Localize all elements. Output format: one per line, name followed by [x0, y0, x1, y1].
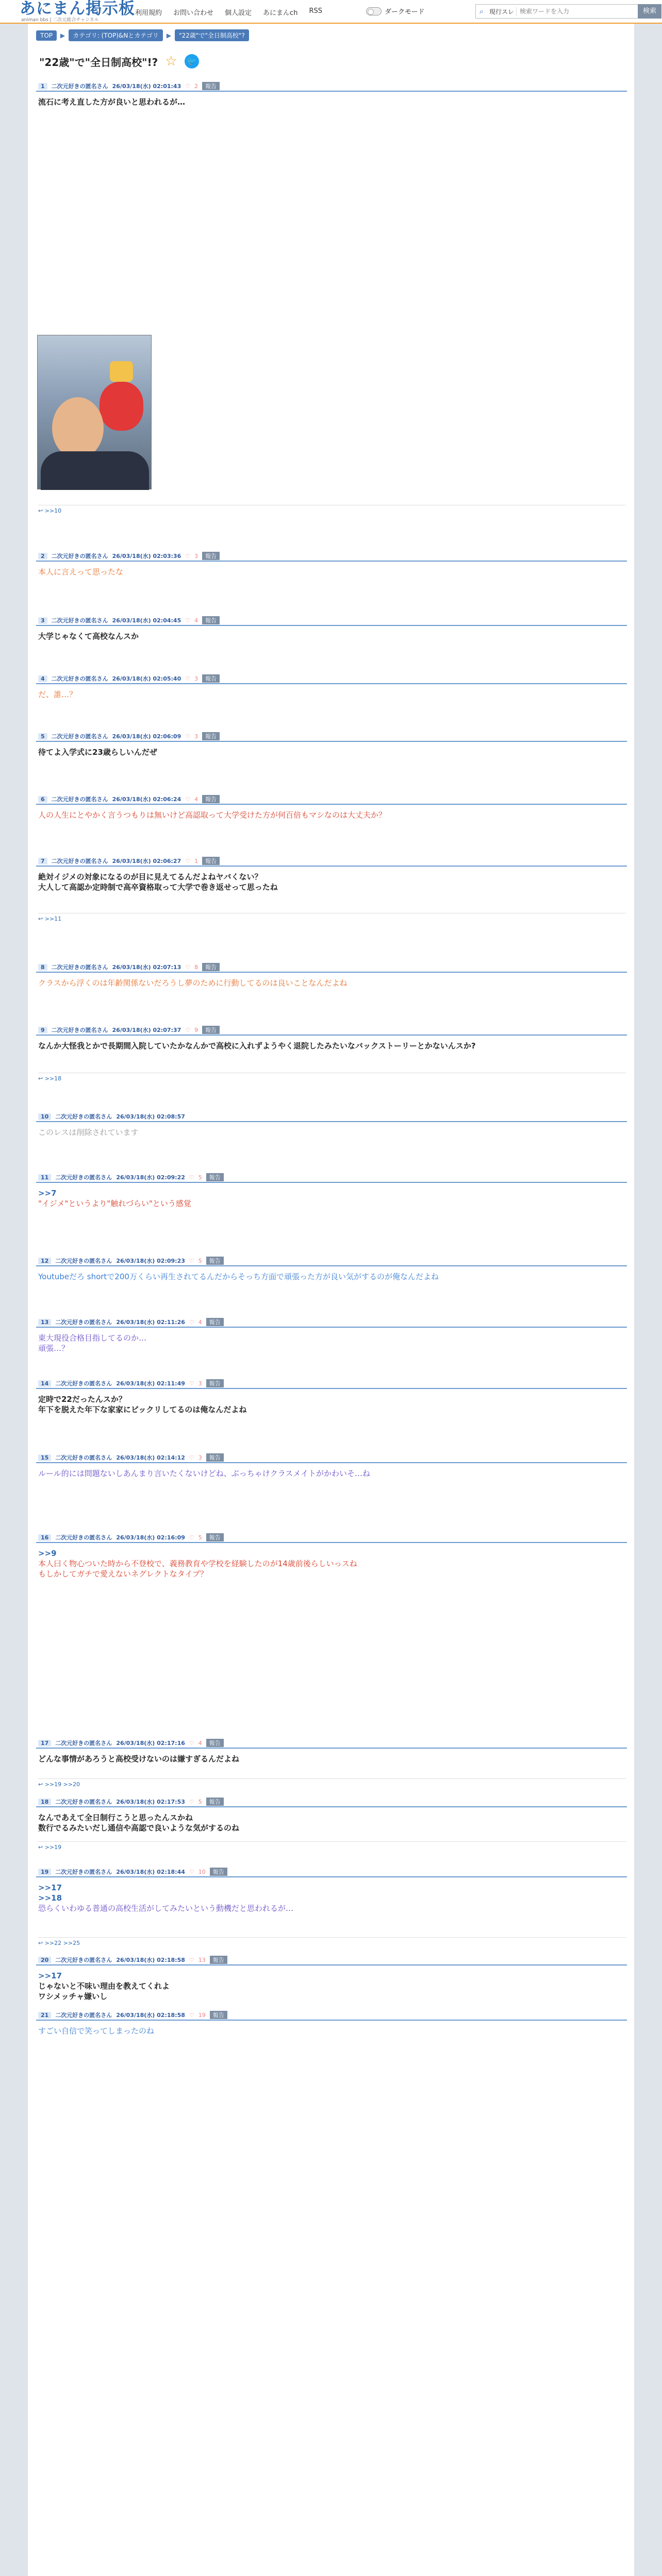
heart-icon[interactable]: ♡ [185, 552, 191, 560]
reply-links[interactable]: ↩ >>10 [38, 505, 626, 514]
poster-name: 二次元好きの匿名さん [55, 1319, 112, 1326]
post-body [36, 1036, 627, 1051]
post-date: 26/03/18(水) 02:18:58 [116, 2012, 185, 2019]
heart-icon[interactable]: ♡ [189, 1798, 194, 1805]
report-button[interactable]: 報告 [210, 2011, 227, 2019]
post-body [36, 562, 627, 577]
nav-terms[interactable]: 利用規約 [135, 9, 162, 17]
post-date: 26/03/18(水) 02:07:37 [112, 1027, 181, 1033]
reply-links[interactable]: ↩ >>18 [38, 1073, 626, 1082]
like-count: 3 [194, 552, 198, 560]
report-button[interactable]: 報告 [206, 1257, 224, 1265]
post [36, 1317, 627, 1353]
nav-settings[interactable]: 個人設定 [225, 9, 252, 17]
post-number[interactable]: 2 [38, 553, 47, 560]
twitter-share-icon[interactable]: 🐦 [185, 54, 199, 69]
report-button[interactable]: 報告 [202, 963, 220, 971]
like-count: 3 [198, 1454, 202, 1461]
post-header [36, 1738, 627, 1749]
search-scope-select[interactable]: 現行スレ [487, 7, 517, 16]
post-number[interactable]: 6 [38, 796, 47, 803]
post-header [36, 1533, 627, 1543]
heart-icon[interactable]: ♡ [189, 2011, 194, 2019]
post [36, 81, 627, 514]
heart-icon[interactable]: ♡ [185, 963, 191, 971]
post [36, 1738, 627, 1788]
poster-name: 二次元好きの匿名さん [51, 858, 108, 865]
post-text: 東大現役合格目指してるのか… 頑張…？ [38, 1333, 147, 1353]
post-body [36, 684, 627, 700]
post-number[interactable]: 21 [38, 2012, 51, 2019]
post [36, 1453, 627, 1479]
post-body [36, 1122, 627, 1138]
heart-icon[interactable]: ♡ [185, 82, 191, 90]
post-image[interactable] [37, 335, 152, 489]
poster-name: 二次元好きの匿名さん [55, 1957, 112, 1963]
post-text: なんであえて全日制行こうと思ったんスかね 数行でるみたいだし通信や高認で良いような気がするのね [38, 1813, 240, 1833]
reply-anchor[interactable]: >>17 [38, 1971, 62, 1980]
poster-name: 二次元好きの匿名さん [55, 1380, 112, 1387]
thread-title: "22歳"で"全日制高校"!? [39, 56, 158, 69]
post-text: 待てよ入学式に23歳らしいんだぜ [38, 748, 157, 757]
post-body [36, 2021, 627, 2036]
like-count: 5 [198, 1174, 202, 1181]
favorite-star-icon[interactable]: ☆ [165, 54, 177, 69]
post-text: だ、誰…？ [38, 690, 77, 699]
post-text: 人の人生にとやかく言うつもりは無いけど高認取って大学受けた方が何百倍もマシなのは大丈夫か？ [38, 810, 387, 820]
heart-icon[interactable]: ♡ [189, 1174, 194, 1181]
post [36, 1867, 627, 1946]
post-number[interactable]: 8 [38, 964, 47, 971]
site-logo[interactable] [20, 1, 135, 23]
like-count: 4 [198, 1739, 202, 1747]
post-header [36, 962, 627, 973]
post-body [36, 1183, 627, 1209]
poster-name: 二次元好きの匿名さん [51, 83, 108, 90]
like-count: 5 [198, 1534, 202, 1541]
post-number[interactable]: 19 [38, 1869, 51, 1875]
post-date: 26/03/18(水) 02:06:09 [112, 733, 181, 740]
report-button[interactable]: 報告 [202, 1026, 220, 1034]
post-header [36, 1025, 627, 1036]
poster-name: 二次元好きの匿名さん [55, 2012, 112, 2019]
poster-name: 二次元好きの匿名さん [51, 675, 108, 682]
heart-icon[interactable]: ♡ [185, 1026, 191, 1033]
report-button[interactable]: 報告 [202, 857, 220, 865]
like-count: 3 [194, 733, 198, 740]
post [36, 856, 627, 922]
post [36, 1797, 627, 1851]
post-body [36, 1877, 627, 1913]
post-body [36, 1463, 627, 1479]
post-header [36, 732, 627, 742]
post-date: 26/03/18(水) 02:07:13 [112, 964, 181, 971]
post-text: ルール的には問題ないしあんまり言いたくないけどね、ぶっちゃけクラスメイトがかわいそ…ね [38, 1469, 370, 1478]
dark-mode-label: ダークモード [385, 8, 425, 16]
post-text: Youtubeだろ shortで200万くらい再生されてるんだからそっち方面で頑張った方が良い気がするのが俺なんだよね [38, 1272, 439, 1281]
post-number[interactable]: 12 [38, 1258, 51, 1264]
post-body [36, 1749, 627, 1764]
nav-contact[interactable]: お問い合わせ [173, 9, 214, 17]
breadcrumb-top[interactable]: TOP [36, 30, 57, 41]
like-count: 13 [198, 1956, 206, 1963]
post [36, 551, 627, 577]
post [36, 616, 627, 641]
post-date: 26/03/18(水) 02:08:57 [116, 1113, 185, 1120]
post-text: どんな事情があろうと高校受けないのは嫌すぎるんだよね [38, 1754, 240, 1764]
heart-icon[interactable]: ♡ [185, 617, 191, 624]
poster-name: 二次元好きの匿名さん [51, 964, 108, 971]
like-count: 10 [198, 1868, 206, 1875]
poster-name: 二次元好きの匿名さん [51, 733, 108, 740]
post-header [36, 1317, 627, 1328]
post-number[interactable]: 14 [38, 1380, 51, 1387]
post-text: じゃないと不味い理由を教えてくれよ ワシメッチャ嫌いし [38, 1981, 170, 2001]
poster-name: 二次元好きの匿名さん [55, 1740, 112, 1747]
reply-links[interactable]: ↩ >>11 [38, 913, 626, 922]
post-header [36, 1256, 627, 1266]
poster-name: 二次元好きの匿名さん [55, 1869, 112, 1875]
post-date: 26/03/18(水) 02:11:49 [116, 1380, 185, 1387]
post-text: 本人に言えって思ったな [38, 567, 124, 577]
heart-icon[interactable]: ♡ [189, 1257, 194, 1264]
logo-text: あにまん掲示板 [20, 0, 135, 18]
breadcrumb-separator-icon: ▶ [166, 31, 172, 39]
search-box [475, 4, 656, 19]
post-body [36, 626, 627, 641]
post-body [36, 867, 627, 892]
poster-name: 二次元好きの匿名さん [51, 617, 108, 624]
post-number[interactable]: 11 [38, 1174, 51, 1181]
post-number[interactable]: 10 [38, 1113, 51, 1120]
like-count: 19 [198, 2011, 206, 2019]
post [36, 962, 627, 988]
top-nav [135, 7, 322, 17]
like-count: 5 [198, 1257, 202, 1264]
heart-icon[interactable]: ♡ [189, 1956, 194, 1963]
report-button[interactable]: 報告 [202, 674, 220, 683]
post-header [36, 1379, 627, 1389]
post [36, 1025, 627, 1082]
poster-name: 二次元好きの匿名さん [55, 1174, 112, 1181]
post-date: 26/03/18(水) 02:06:24 [112, 796, 181, 803]
post [36, 732, 627, 757]
post-number[interactable]: 7 [38, 858, 47, 865]
post-header [36, 856, 627, 867]
search-button[interactable]: 検索 [638, 4, 661, 19]
breadcrumb [36, 29, 249, 41]
post-body [36, 1807, 627, 1833]
post-header [36, 674, 627, 684]
poster-name: 二次元好きの匿名さん [55, 1258, 112, 1264]
post-header [36, 1453, 627, 1463]
search-input[interactable] [517, 8, 594, 15]
post-header [36, 81, 627, 92]
report-button[interactable]: 報告 [202, 795, 220, 803]
report-button[interactable]: 報告 [202, 616, 220, 624]
post-header [36, 551, 627, 562]
poster-name: 二次元好きの匿名さん [55, 1113, 112, 1120]
post-date: 26/03/18(水) 02:01:43 [112, 83, 181, 90]
like-count: 8 [194, 963, 198, 971]
post [36, 1379, 627, 1415]
heart-icon[interactable]: ♡ [189, 1739, 194, 1747]
post-number[interactable]: 20 [38, 1957, 51, 1963]
post-text: 本人曰く物心ついた時から不登校で、義務教育や学校を経験したのが14歳前後らしいっスね もしかしてガチで愛えないネグレクトなタイプ？ [38, 1559, 357, 1579]
post-text: 恐らくいわゆる普通の高校生活がしてみたいという動機だと思われるが… [38, 1904, 294, 1913]
poster-name: 二次元好きの匿名さん [51, 553, 108, 560]
nav-rss[interactable]: RSS [309, 7, 322, 15]
poster-name: 二次元好きの匿名さん [55, 1534, 112, 1541]
post-date: 26/03/18(水) 02:17:53 [116, 1799, 185, 1805]
post-body [36, 1965, 627, 2002]
reply-links[interactable]: ↩ >>19 >>20 [38, 1778, 626, 1788]
post-body [36, 973, 627, 988]
post-date: 26/03/18(水) 02:09:22 [116, 1174, 185, 1181]
heart-icon[interactable]: ♡ [185, 857, 191, 865]
post-text: なんか大怪我とかで長期間入院していたかなんかで高校に入れずようやく退院したみたいなバックストーリーとかないんスか? [38, 1041, 476, 1050]
thread-title-row [39, 54, 199, 69]
post-number[interactable]: 3 [38, 617, 47, 624]
post-body [36, 1389, 627, 1415]
report-button[interactable]: 報告 [206, 1798, 224, 1806]
post-text: "イジメ"というより"触れづらい"という感覚 [38, 1199, 191, 1208]
reply-links[interactable]: ↩ >>19 [38, 1841, 626, 1851]
heart-icon[interactable]: ♡ [185, 795, 191, 803]
post-header [36, 2010, 627, 2021]
post-header [36, 1867, 627, 1877]
post-body [36, 92, 627, 107]
post-number[interactable]: 5 [38, 733, 47, 740]
report-button[interactable]: 報告 [210, 1956, 227, 1964]
poster-name: 二次元好きの匿名さん [51, 1027, 108, 1033]
report-button[interactable]: 報告 [202, 732, 220, 740]
post-date: 26/03/18(水) 02:16:09 [116, 1534, 185, 1541]
post-number[interactable]: 9 [38, 1027, 47, 1033]
post-text: 絶対イジメの対象になるのが目に見えてるんだよねヤバくない？ 大人して高認か定時制で高卒資格取って大学で巻き返せって思ったね [38, 872, 278, 892]
report-button[interactable]: 報告 [206, 1379, 224, 1387]
toggle-switch-icon[interactable] [366, 7, 382, 15]
post-text: このレスは削除されています [38, 1128, 139, 1137]
post-header [36, 1955, 627, 1965]
post-body [36, 1266, 627, 1282]
reply-anchor[interactable]: >>9 [38, 1549, 57, 1558]
reply-links[interactable]: ↩ >>22 >>25 [38, 1937, 626, 1946]
post-header [36, 1173, 627, 1183]
post-body [36, 742, 627, 757]
like-count: 3 [194, 675, 198, 682]
post-number[interactable]: 17 [38, 1740, 51, 1747]
poster-name: 二次元好きの匿名さん [51, 796, 108, 803]
logo-subtitle: animan bbs | 二次元総合チャンネル [21, 18, 99, 23]
post-text: すごい自信で笑ってしまったのね [38, 2026, 155, 2036]
post-number[interactable]: 4 [38, 675, 47, 682]
dark-mode-toggle[interactable] [366, 6, 424, 16]
post [36, 794, 627, 820]
report-button[interactable]: 報告 [206, 1173, 224, 1181]
like-count: 4 [198, 1318, 202, 1326]
like-count: 3 [198, 1380, 202, 1387]
post-text: クラスから浮くのは年齢関係ないだろうし夢のために行動してるのは良いことなんだよね [38, 978, 347, 988]
post [36, 1955, 627, 2002]
reply-anchor[interactable]: >>17 >>18 [38, 1883, 62, 1903]
poster-name: 二次元好きの匿名さん [55, 1799, 112, 1805]
post-text: 定時で22だったんスか？ 年下を脱えた年下な家家にビックリしてるのは俺なんだよね [38, 1395, 247, 1414]
report-button[interactable]: 報告 [206, 1533, 224, 1541]
post-date: 26/03/18(水) 02:06:27 [112, 858, 181, 865]
heart-icon[interactable]: ♡ [189, 1534, 194, 1541]
breadcrumb-thread[interactable]: "22歳"で"全日制高校"? [175, 29, 249, 41]
like-count: 2 [194, 82, 198, 90]
heart-icon[interactable]: ♡ [189, 1868, 194, 1875]
post-header [36, 794, 627, 805]
post-header [36, 1112, 627, 1122]
report-button[interactable]: 報告 [206, 1318, 224, 1326]
like-count: 5 [198, 1798, 202, 1805]
poster-name: 二次元好きの匿名さん [55, 1454, 112, 1461]
post-number[interactable]: 15 [38, 1454, 51, 1461]
breadcrumb-separator-icon: ▶ [60, 31, 65, 39]
like-count: 1 [194, 857, 198, 865]
heart-icon[interactable]: ♡ [189, 1454, 194, 1461]
heart-icon[interactable]: ♡ [185, 733, 191, 740]
post-number[interactable]: 18 [38, 1799, 51, 1805]
post-date: 26/03/18(水) 02:11:26 [116, 1319, 185, 1326]
like-count: 4 [194, 795, 198, 803]
post-date: 26/03/18(水) 02:05:40 [112, 675, 181, 682]
post [36, 1256, 627, 1282]
post [36, 1533, 627, 1579]
post [36, 2010, 627, 2036]
post [36, 1173, 627, 1209]
post [36, 674, 627, 700]
top-bar [0, 0, 662, 24]
post-date: 26/03/18(水) 02:14:12 [116, 1454, 185, 1461]
post-body [36, 805, 627, 820]
post-text: 大学じゃなくて高校なんスか [38, 632, 139, 641]
post-number[interactable]: 1 [38, 83, 47, 90]
post-text: 流石に考え直した方が良いと思われるが… [38, 97, 186, 107]
report-button[interactable]: 報告 [206, 1453, 224, 1462]
breadcrumb-category[interactable]: カテゴリ: (TOP)&Nとカテゴリ [69, 29, 163, 41]
post [36, 1112, 627, 1138]
post-date: 26/03/18(水) 02:03:36 [112, 553, 181, 560]
report-button[interactable]: 報告 [206, 1739, 224, 1747]
heart-icon[interactable]: ♡ [185, 675, 191, 682]
post-header [36, 616, 627, 626]
nav-animanch[interactable]: あにまんch [263, 9, 298, 17]
report-button[interactable]: 報告 [202, 552, 220, 560]
like-count: 4 [194, 617, 198, 624]
post-date: 26/03/18(水) 02:18:44 [116, 1869, 185, 1875]
post-number[interactable]: 16 [38, 1534, 51, 1541]
search-icon: ⌕ [479, 7, 484, 16]
report-button[interactable]: 報告 [202, 82, 220, 90]
post-date: 26/03/18(水) 02:17:16 [116, 1740, 185, 1747]
heart-icon[interactable]: ♡ [189, 1318, 194, 1326]
report-button[interactable]: 報告 [210, 1868, 227, 1876]
post-body [36, 1543, 627, 1579]
post-date: 26/03/18(水) 02:18:58 [116, 1957, 185, 1963]
post-number[interactable]: 13 [38, 1319, 51, 1326]
post-body [36, 1328, 627, 1353]
post-header [36, 1797, 627, 1807]
heart-icon[interactable]: ♡ [189, 1380, 194, 1387]
post-date: 26/03/18(水) 02:04:45 [112, 617, 181, 624]
post-date: 26/03/18(水) 02:09:23 [116, 1258, 185, 1264]
like-count: 9 [194, 1026, 198, 1033]
reply-anchor[interactable]: >>7 [38, 1189, 57, 1198]
